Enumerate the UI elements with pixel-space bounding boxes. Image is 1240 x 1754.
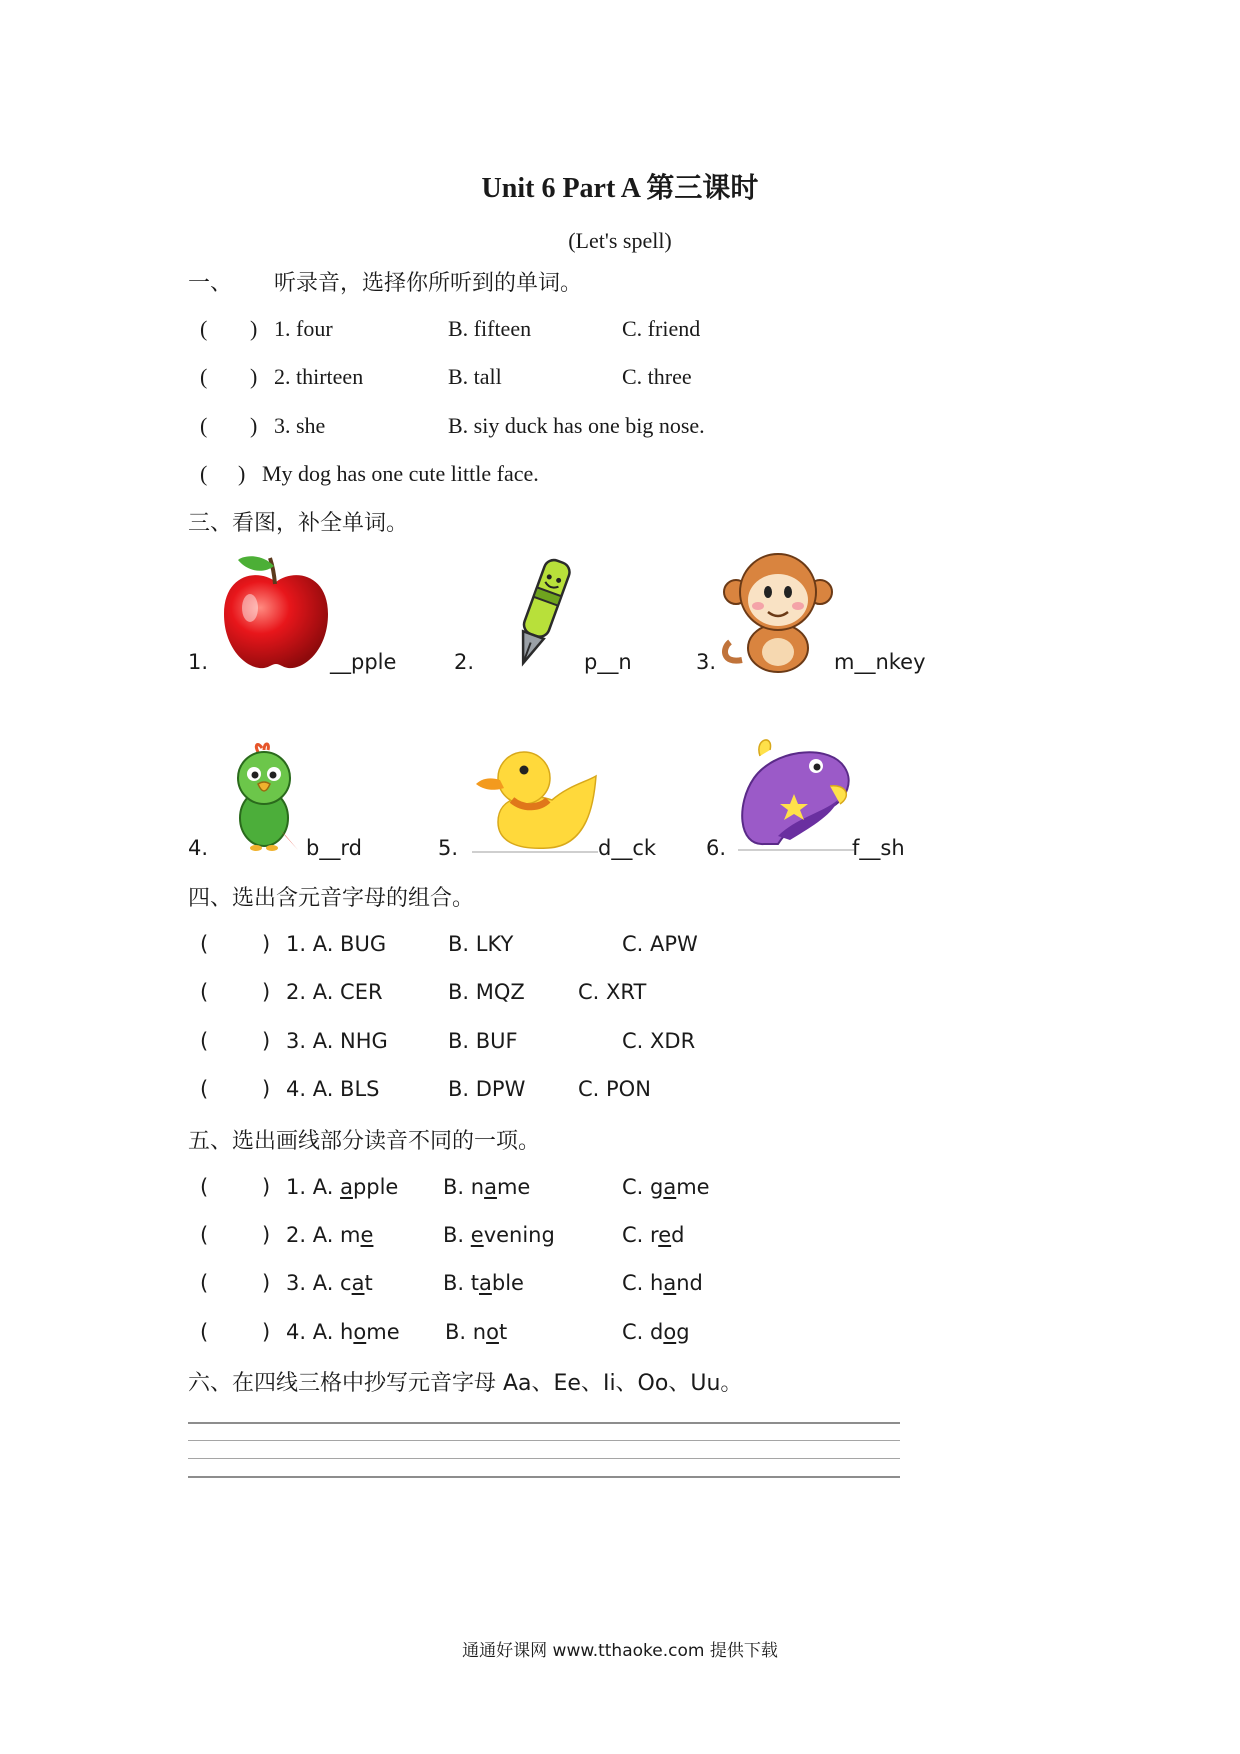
option-c: C. game xyxy=(622,1175,710,1199)
option-b: B. siy duck has one big nose. xyxy=(448,413,705,438)
picture-item-number: 1. xyxy=(188,650,209,674)
underlined-letter: e xyxy=(658,1223,672,1247)
answer-paren-open[interactable]: ( xyxy=(200,364,208,389)
fill-word: b__rd xyxy=(306,836,362,860)
picture-item-number: 6. xyxy=(706,836,727,860)
answer-paren-open[interactable]: ( xyxy=(200,980,209,1004)
fill-word: d__ck xyxy=(598,836,657,860)
picture-item-number: 5. xyxy=(438,836,459,860)
underlined-letter: o xyxy=(353,1320,367,1344)
option-b: B. table xyxy=(443,1271,524,1295)
option-a: 4. A. home xyxy=(286,1320,400,1344)
underlined-letter: a xyxy=(351,1271,365,1295)
apple-icon xyxy=(218,550,334,674)
underlined-letter: o xyxy=(486,1320,499,1344)
picture-item-number: 4. xyxy=(188,836,209,860)
option-a: 1. A. BUG xyxy=(286,932,387,956)
fill-word: __pple xyxy=(330,650,397,674)
underlined-letter: a xyxy=(663,1271,677,1295)
section6-heading: 六、在四线三格中抄写元音字母 Aa、Ee、Ii、Oo、Uu。 xyxy=(188,1371,743,1396)
answer-paren-open[interactable]: ( xyxy=(200,1077,209,1101)
option-b: B. fifteen xyxy=(448,316,532,341)
option-b: B. not xyxy=(445,1320,508,1344)
option-a: 3. A. cat xyxy=(286,1271,373,1295)
option-b: B. DPW xyxy=(448,1077,526,1101)
underlined-letter: a xyxy=(340,1175,353,1199)
option-a: 4. A. BLS xyxy=(286,1077,380,1101)
writing-line-4 xyxy=(188,1476,900,1478)
option-a: 1. A. apple xyxy=(286,1175,399,1199)
writing-line-2 xyxy=(188,1440,900,1441)
sentence: My dog has one cute little face. xyxy=(262,461,539,486)
option-a: 3. A. NHG xyxy=(286,1029,388,1053)
option-c: C. red xyxy=(622,1223,685,1247)
underlined-letter: a xyxy=(663,1175,677,1199)
answer-paren-close: ) xyxy=(250,413,258,438)
answer-paren-close: ) xyxy=(262,980,271,1004)
answer-paren-close: ) xyxy=(262,1223,271,1247)
section4-heading: 四、选出含元音字母的组合。 xyxy=(188,886,475,911)
option-c: C. three xyxy=(622,364,692,389)
option-a: 3. she xyxy=(274,413,326,438)
option-c: C. XRT xyxy=(578,980,647,1004)
option-c: C. dog xyxy=(622,1320,690,1344)
answer-paren-open[interactable]: ( xyxy=(200,932,209,956)
answer-paren-open[interactable]: ( xyxy=(200,1320,209,1344)
section1-heading: 听录音，选择你所听到的单词。 xyxy=(274,271,583,296)
underlined-letter: e xyxy=(470,1223,484,1247)
answer-paren-close: ) xyxy=(250,316,258,341)
option-a: 2. A. CER xyxy=(286,980,383,1004)
pen-icon xyxy=(500,554,580,674)
answer-paren-open[interactable]: ( xyxy=(200,316,208,341)
section3-heading: 三、看图，补全单词。 xyxy=(188,511,409,536)
page-subtitle: (Let's spell) xyxy=(568,228,672,253)
option-a: 2. thirteen xyxy=(274,364,364,389)
option-a: 2. A. me xyxy=(286,1223,374,1247)
duck-icon xyxy=(468,736,602,856)
fish-icon xyxy=(734,734,858,856)
option-b: B. evening xyxy=(443,1223,555,1247)
underlined-letter: o xyxy=(663,1320,677,1344)
answer-paren-close: ) xyxy=(262,1029,271,1053)
section5-heading: 五、选出画线部分读音不同的一项。 xyxy=(188,1129,541,1154)
option-b: B. BUF xyxy=(448,1029,518,1053)
option-c: C. friend xyxy=(622,316,701,341)
answer-paren-open[interactable]: ( xyxy=(200,1029,209,1053)
fill-word: m__nkey xyxy=(834,650,926,674)
option-b: B. MQZ xyxy=(448,980,525,1004)
answer-paren-open[interactable]: ( xyxy=(200,1271,209,1295)
answer-paren-close: ) xyxy=(262,1271,271,1295)
answer-paren-open[interactable]: ( xyxy=(200,1175,209,1199)
page-footer: 通通好课网 www.tthaoke.com 提供下载 xyxy=(462,1641,778,1661)
answer-paren-close: ) xyxy=(262,1077,271,1101)
answer-paren-open[interactable]: ( xyxy=(200,1223,209,1247)
writing-line-3 xyxy=(188,1458,900,1459)
picture-item-number: 3. xyxy=(696,650,717,674)
option-b: B. tall xyxy=(448,364,502,389)
fill-word: p__n xyxy=(584,650,632,674)
answer-paren-close: ) xyxy=(262,932,271,956)
underlined-letter: a xyxy=(479,1271,492,1295)
option-c: C. PON xyxy=(578,1077,651,1101)
picture-item-number: 2. xyxy=(454,650,475,674)
page-title: Unit 6 Part A 第三课时 xyxy=(481,173,759,204)
underlined-letter: e xyxy=(360,1223,374,1247)
answer-paren-close: ) xyxy=(250,364,258,389)
monkey-icon xyxy=(722,552,834,676)
fill-word: f__sh xyxy=(852,836,905,860)
option-c: C. APW xyxy=(622,932,698,956)
option-c: C. hand xyxy=(622,1271,703,1295)
answer-paren-close: ) xyxy=(238,461,246,486)
answer-paren-close: ) xyxy=(262,1320,271,1344)
bird-icon xyxy=(224,740,304,856)
option-c: C. XDR xyxy=(622,1029,696,1053)
underlined-letter: a xyxy=(484,1175,497,1199)
option-b: B. name xyxy=(443,1175,531,1199)
answer-paren-open[interactable]: ( xyxy=(200,413,208,438)
option-a: 1. four xyxy=(274,316,333,341)
answer-paren-close: ) xyxy=(262,1175,271,1199)
answer-paren-open[interactable]: ( xyxy=(200,461,208,486)
option-b: B. LKY xyxy=(448,932,514,956)
writing-line-1 xyxy=(188,1422,900,1424)
section1-heading-num: 一、 xyxy=(188,271,233,296)
